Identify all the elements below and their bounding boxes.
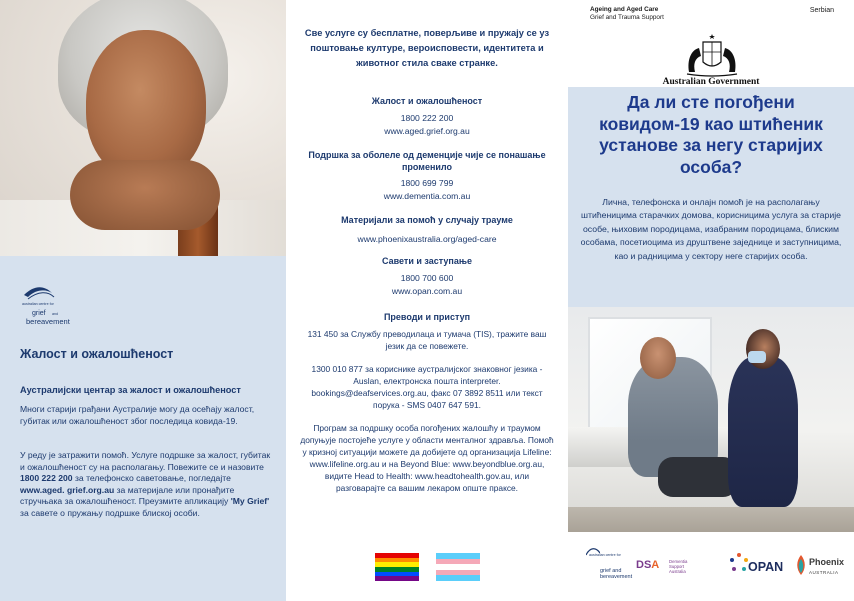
left-panel (0, 0, 286, 601)
phoenix-bird-icon (794, 553, 808, 577)
my-grief-app: 'My Grief' (230, 496, 270, 507)
grief-paragraph-2 (20, 450, 272, 520)
services-intro: Све услуге су бесплатне, поверљиве и пружају се уз поштовање културе, вероисповести, идентитета и животног стила сваке странке. (304, 28, 550, 68)
agency-label (590, 6, 664, 22)
service-website[interactable]: www.aged.grief.org.au (384, 125, 470, 136)
crest-star (709, 34, 715, 39)
footer-grief-small: australian centre for (589, 553, 621, 557)
right-panel (568, 0, 854, 601)
service-grief (300, 96, 554, 138)
opan-star-icon (728, 552, 750, 574)
p2-text-c: за материјале или пронађите стручњака за ожалошћеност. Преузмите апликацију (20, 484, 235, 507)
australian-government-label: Australian Government (662, 77, 760, 87)
language-label: Serbian (809, 7, 834, 14)
p2-text-d: за савете о пружању подршке блиској особи. (20, 507, 200, 518)
photo-nurse-head (746, 329, 780, 369)
p2-text-a: У реду је затражити помоћ. Услуге подршке за жалост, губитак и ожалошћеност су на располагању. Повежите се и назовите (20, 450, 271, 472)
service-phone[interactable]: 1800 700 600 (400, 272, 454, 283)
opan-dot-3 (742, 567, 746, 571)
care-worker-photo (568, 307, 854, 532)
phoenix-logo: Phoenix (809, 557, 845, 567)
rainbow-flag-icon (375, 553, 419, 581)
brochure-description: Лична, телефонска и онлајн помоћ је на располагању штићеницима старачких домова, корисницима услуга за старије особе, њиховим породицама, изабраним породицама, блиским особама, посетиоцима из друштвене заједнице и заступницима, као и радницима у сектору неге старијих особа. (580, 197, 842, 261)
crest-base (687, 74, 737, 76)
photo-face (86, 30, 206, 180)
service-advocacy (300, 256, 554, 298)
crest-emu (723, 48, 736, 72)
p2-text-b: за телефонско саветовање, погледајте (72, 473, 231, 484)
logo-small-text: australian centre for (22, 302, 54, 306)
grief-website-link[interactable]: www.aged. grief.org.au (20, 484, 115, 495)
phoenix-subtitle: AUSTRALIA (809, 570, 839, 575)
logo-bereavement-text: bereavement (26, 317, 70, 326)
service-phone[interactable]: 1800 699 799 (400, 178, 454, 188)
photo-hands (70, 160, 220, 230)
service-website[interactable]: www.phoenixaustralia.org/aged-care (357, 233, 497, 244)
dsa-subtitle: Dementia Support Australia (669, 559, 688, 574)
photo-nurse (728, 357, 798, 507)
crisis-support-text: Програм за подршку особа погођених жалошћу и траумом допуњује постојеће услуге у области менталног здравља. Помоћ у кризној ситуацији можете да добијете од организација Lifeline: www.lifeline.org.au и на Beyond Blue: www.beyondblue.org.au, видите Head to Health: www.headtohealth.gov.au, или разговарајте са вашим лекаром опште праксе. (300, 423, 554, 493)
service-title: Подршка за оболеле од деменције чије се понашање променило (308, 150, 546, 172)
photo-floor (568, 507, 854, 532)
translate-title: Преводи и приступ (383, 312, 471, 322)
crest-kangaroo (688, 48, 701, 72)
service-title: Материјали за помоћ у случају трауме (341, 215, 513, 225)
grief-centre-subheading: Аустралијски центар за жалост и ожалошћеност (20, 385, 241, 395)
logo-swoosh-1 (24, 287, 52, 297)
service-title: Жалост и ожалошћеност (371, 96, 483, 106)
coat-of-arms-icon (681, 32, 743, 78)
opan-logo: OPAN (748, 560, 784, 574)
dsa-letters: DS (636, 559, 652, 571)
service-dementia (300, 150, 554, 203)
service-website[interactable]: www.opan.com.au (391, 285, 463, 296)
brochure-title: Да ли сте погођени ковидом-19 као штићеник установе за негу старијих особа? (599, 92, 823, 177)
logo-grief-text: grief (32, 310, 46, 317)
dsa-letter-a: A (651, 559, 660, 571)
service-website[interactable]: www.dementia.com.au (383, 191, 471, 201)
grief-heading: Жалост и ожалошћеност (20, 347, 174, 361)
photo-resident-head (640, 337, 676, 379)
opan-dot-4 (732, 567, 736, 571)
grief-centre-logo (22, 283, 102, 328)
service-trauma (300, 215, 554, 246)
elderly-woman-photo (0, 0, 286, 256)
footer-grief-logo: grief and bereavement (600, 568, 633, 580)
agency-line-2: Grief and Trauma Support (590, 14, 664, 21)
service-phone[interactable]: 1800 222 200 (400, 112, 454, 123)
middle-panel (286, 0, 568, 601)
grief-phone[interactable]: 1800 222 200 (20, 473, 73, 484)
translate-tis-text: 131 450 за Службу преводилаца и тумача (TIS), тражите ваш језик да се повежете. (307, 329, 547, 351)
translate-section (300, 312, 554, 328)
opan-dot-5 (730, 558, 734, 562)
agency-line-1: Ageing and Aged Care (590, 6, 659, 13)
grief-paragraph-1: Многи старији грађани Аустралије могу да осећају жалост, губитак или ожалошћеност због последица ковида-19. (20, 404, 255, 426)
translate-auslan-text: 1300 010 877 за кориснике аустралијског знаковног језика - Auslan, електронска пошта interpreter. bookings@deafservices.org.au, факс 07 3892 8511 или текст порука - SMS 0407 647 591. (311, 364, 543, 410)
logo-and-text: and (52, 312, 58, 316)
photo-nurse-mask (748, 351, 766, 363)
opan-dot-1 (737, 553, 741, 557)
service-title: Савети и заступање (382, 256, 472, 266)
dsa-logo (636, 559, 659, 571)
transgender-flag-icon (436, 553, 480, 581)
photo-resident-legs (658, 457, 738, 497)
